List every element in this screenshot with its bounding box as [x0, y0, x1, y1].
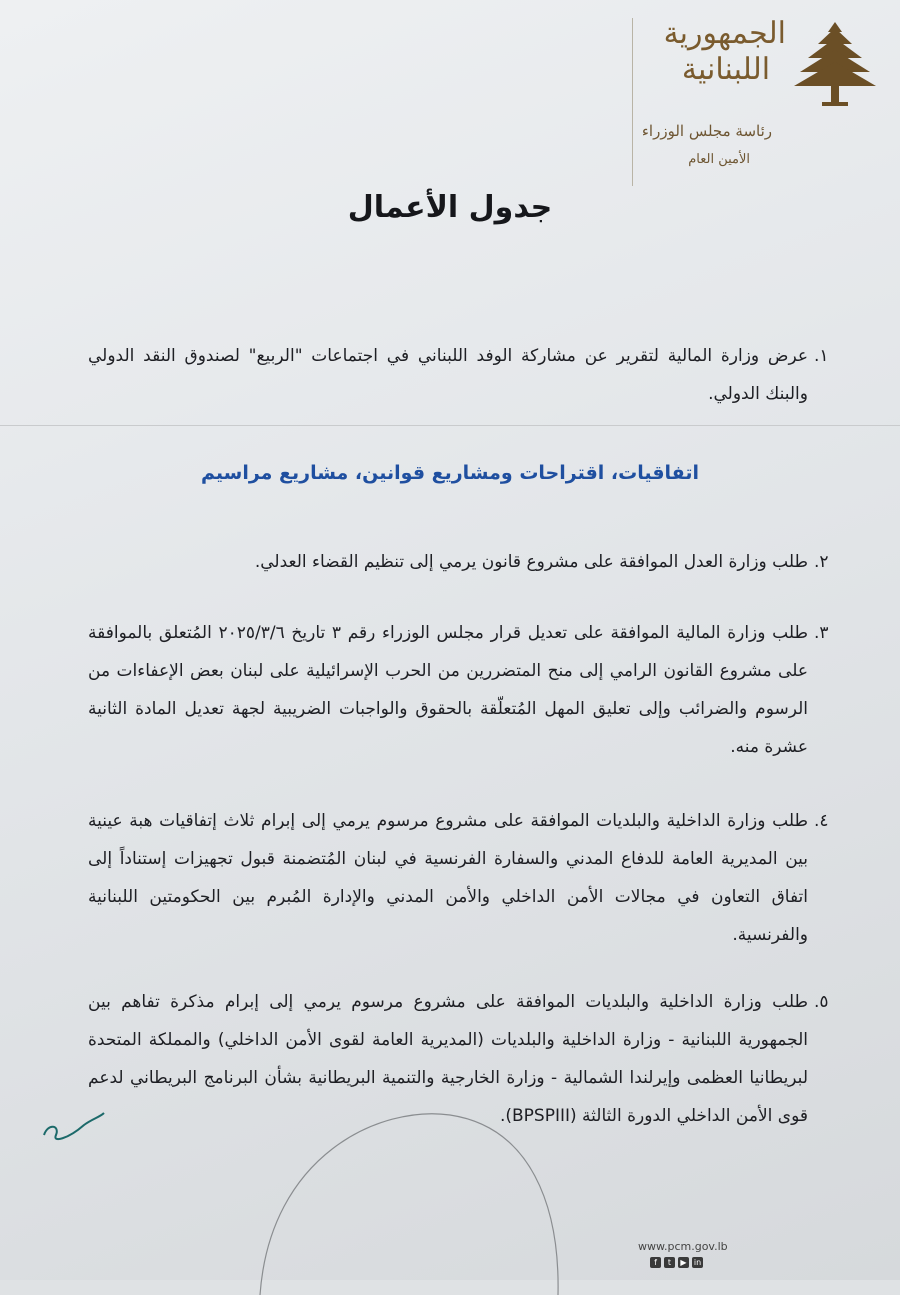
- secretary-general-label: الأمين العام: [688, 152, 750, 167]
- facebook-icon: f: [650, 1257, 661, 1268]
- agenda-item-number: ٢.: [814, 552, 829, 572]
- paper-fold-line: [0, 425, 900, 426]
- agenda-item-text: طلب وزارة الداخلية والبلديات الموافقة على مشروع مرسوم يرمي إلى إبرام ثلاث إتفاقيات هبة عينية بين المديرية العامة للدفاع المدني والسفارة الفرنسية في لبنان المُتضمنة قبول تجهيزات إستناداً إلى اتفاق التعاون في مجالات الأمن الداخلي والأمن المدني والإدارة المُبرم بين الحكومتين اللبنانية والفرنسية.: [88, 811, 808, 945]
- cedar-tree-icon: [792, 18, 878, 114]
- agenda-item-number: ٣.: [814, 623, 829, 643]
- section-heading: اتفاقيات، اقتراحات ومشاريع قوانين، مشاريع مراسيم: [200, 462, 700, 484]
- agenda-item-number: ١.: [814, 346, 829, 366]
- linkedin-icon: in: [693, 1258, 702, 1267]
- agenda-item-2: [88, 543, 829, 581]
- social-icons: [650, 1257, 703, 1268]
- agenda-item-4: [88, 802, 829, 954]
- agenda-item-number: ٤.: [814, 811, 829, 831]
- republic-line2: اللبنانية: [681, 52, 771, 87]
- presidency-label: رئاسة مجلس الوزراء: [641, 122, 772, 140]
- agenda-item-1: [88, 337, 829, 413]
- agenda-item-text: طلب وزارة الداخلية والبلديات الموافقة على مشروع مرسوم يرمي إلى إبرام مذكرة تفاهم بين الجمهورية اللبنانية - وزارة الداخلية والبلديات (المديرية العامة لقوى الأمن الداخلي) والمملكة المتحدة لبريطانيا العظمى وإيرلندا الشمالية - وزارة الخارجية والتنمية البريطانية بشأن البرنامج البريطاني لدعم قوى الأمن الداخلي الدورة الثالثة (BPSPIII).: [88, 992, 808, 1126]
- agenda-item-text: طلب وزارة المالية الموافقة على تعديل قرار مجلس الوزراء رقم ٣ تاريخ ٢٠٢٥/٣/٦ المُتعلق بالموافقة على مشروع القانون الرامي إلى منح المتضررين من الحرب الإسرائيلية على لبنان بعض الإعفاءات من الرسوم والضرائب وإلى تعليق المهل المُتعلّقة بالحقوق والواجبات الضريبية لجهة تعديل المادة الثانية عشرة منه.: [88, 623, 808, 757]
- footer-website: www.pcm.gov.lb: [638, 1240, 728, 1253]
- agenda-item-text: عرض وزارة المالية لتقرير عن مشاركة الوفد اللبناني في اجتماعات "الربيع" لصندوق النقد الدولي والبنك الدولي.: [88, 346, 808, 404]
- twitter-icon: t: [664, 1257, 675, 1268]
- stamp-outline: [240, 1095, 580, 1295]
- agenda-item-number: ٥.: [814, 992, 829, 1012]
- page-title: جدول الأعمال: [347, 190, 553, 225]
- agenda-item-text: طلب وزارة العدل الموافقة على مشروع قانون يرمي إلى تنظيم القضاء العدلي.: [254, 552, 808, 572]
- republic-wordmark: [663, 16, 786, 88]
- letterhead: [628, 12, 878, 172]
- republic-line1: الجمهورية: [663, 16, 786, 51]
- youtube-icon: ▶: [678, 1257, 689, 1268]
- signature-mark: [38, 1105, 108, 1145]
- agenda-item-3: [88, 614, 829, 766]
